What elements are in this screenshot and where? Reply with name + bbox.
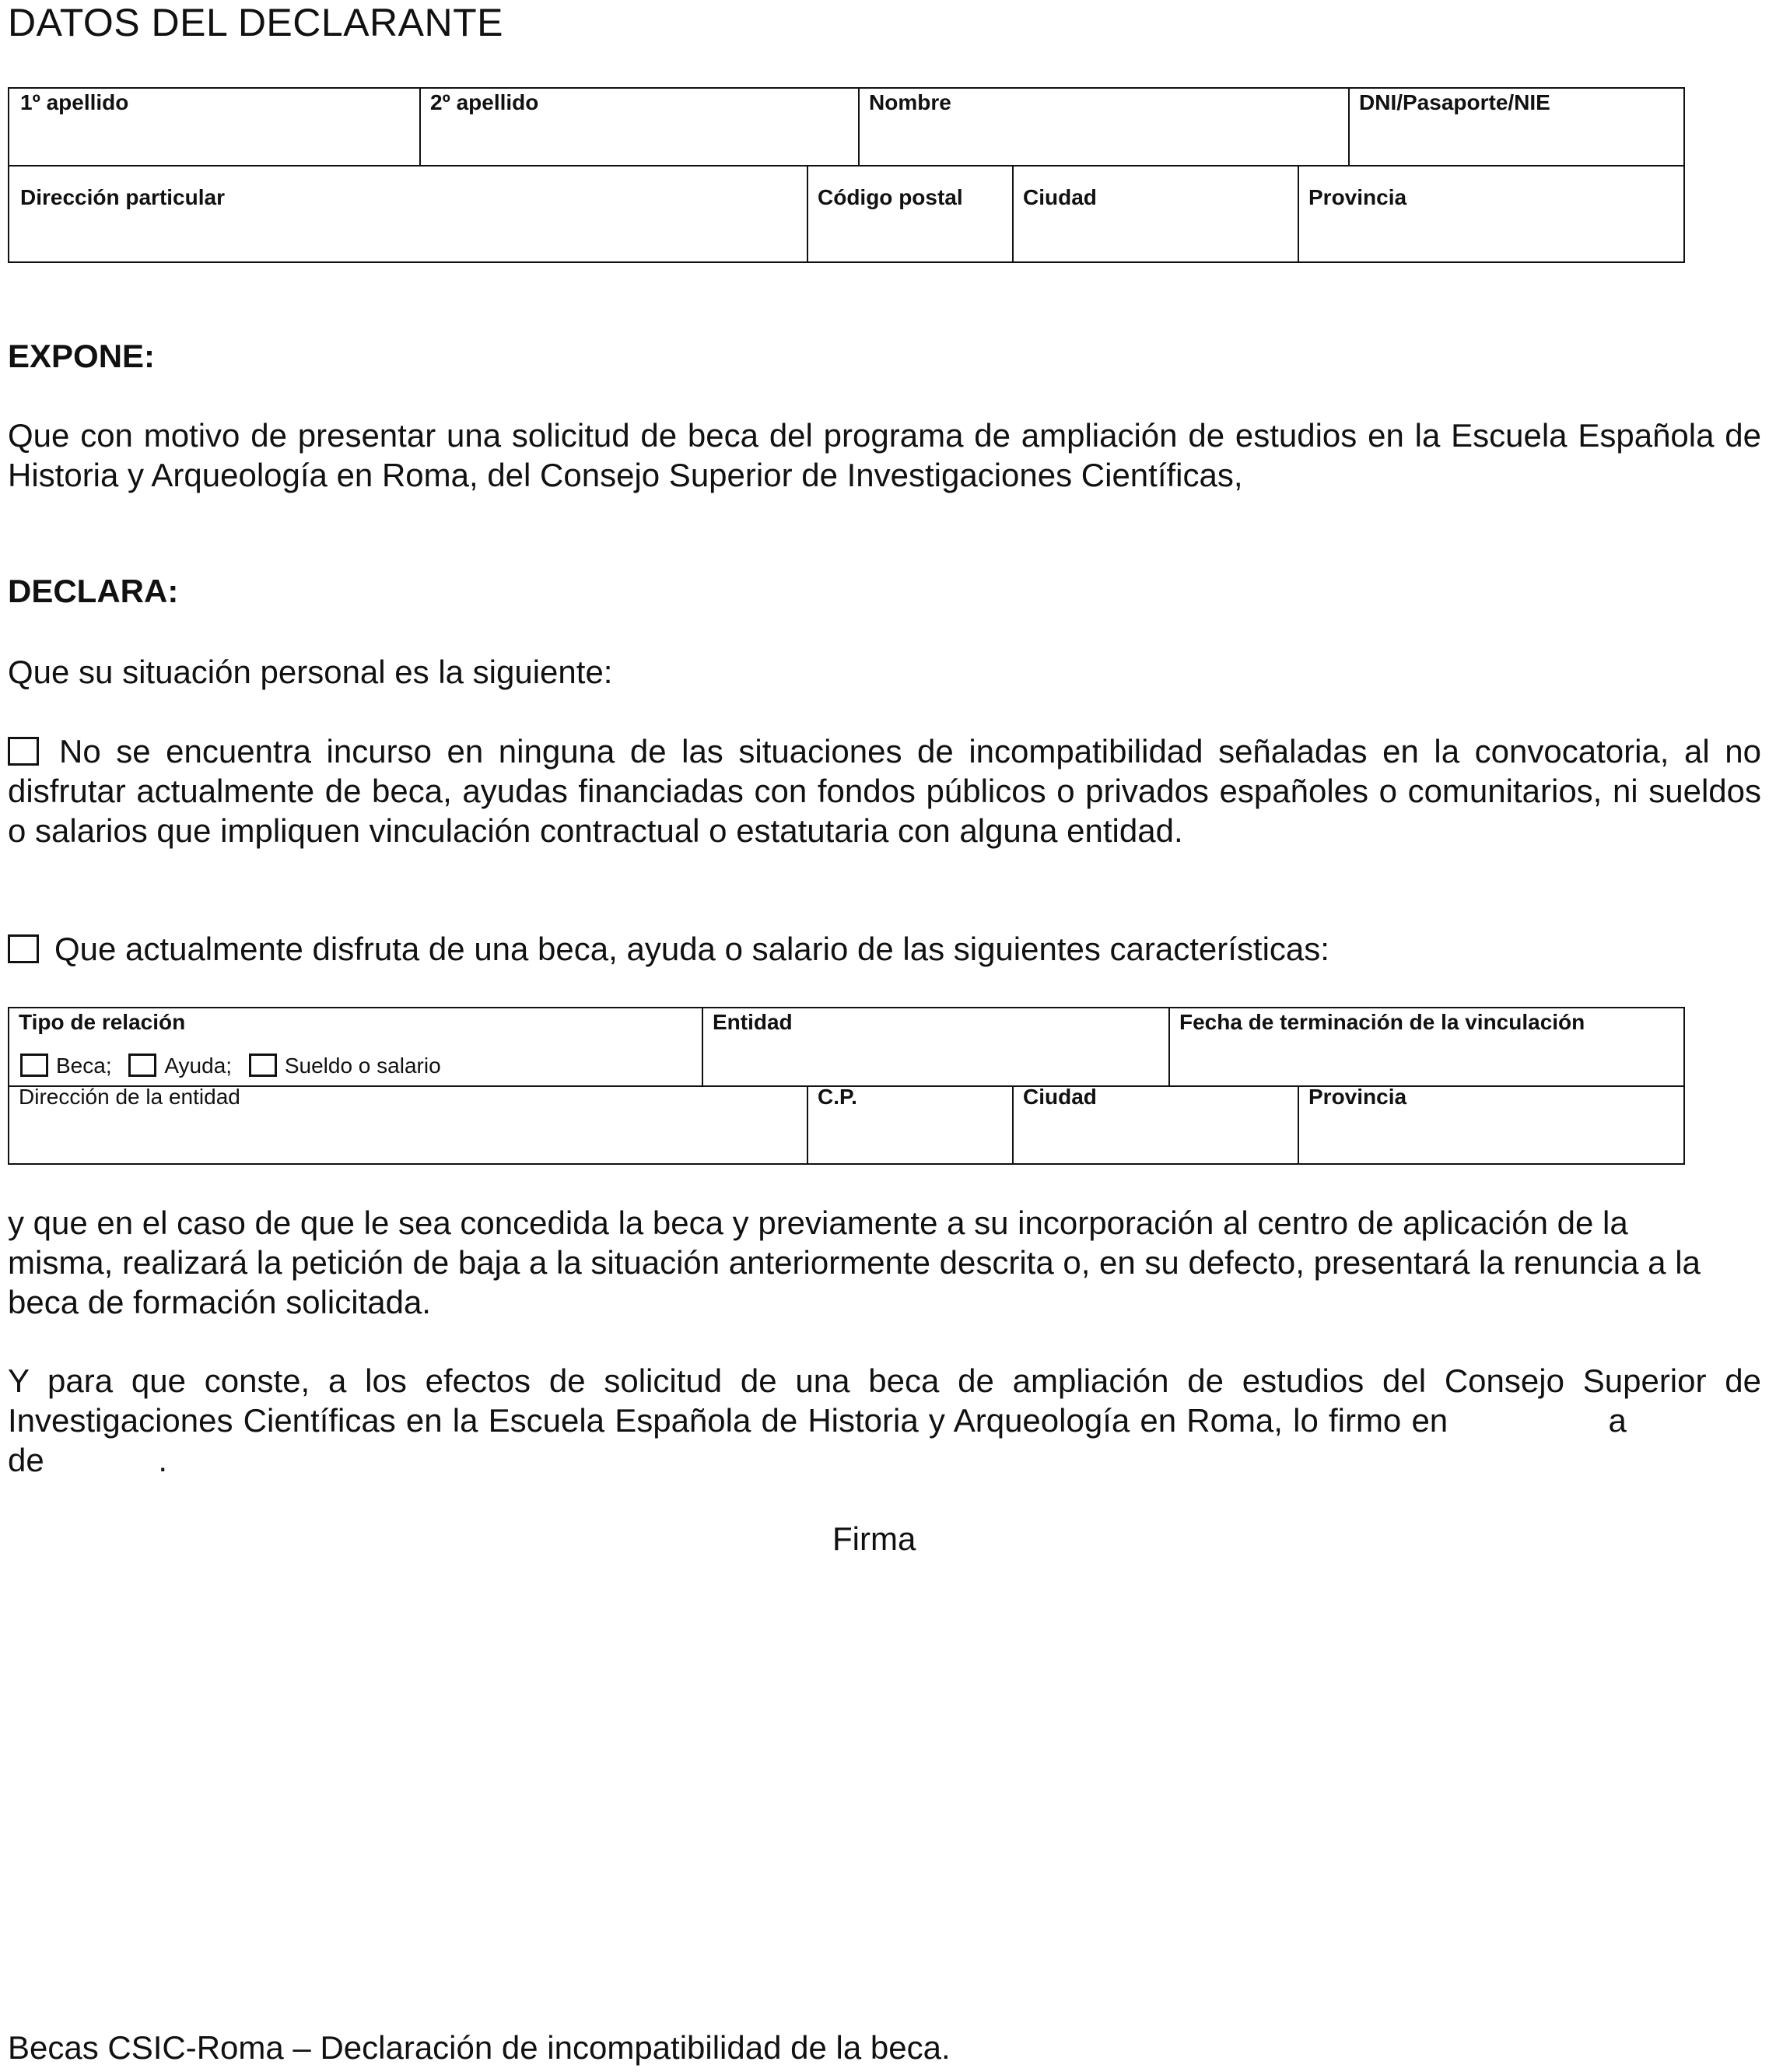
field-label-provincia-entidad: Provincia (1308, 1085, 1407, 1109)
field-label-direccion-entidad: Dirección de la entidad (19, 1085, 240, 1109)
option-text: Que actualmente disfruta de una beca, ayuda o salario de las siguientes características: (54, 931, 1329, 967)
field-label-ciudad: Ciudad (1023, 185, 1097, 209)
input-entidad[interactable] (703, 1040, 1167, 1084)
field-label-direccion: Dirección particular (20, 185, 225, 209)
input-ciudad[interactable] (1014, 217, 1296, 262)
page-footer: Becas CSIC-Roma – Declaración de incompatibilidad de la beca. (8, 2029, 951, 2066)
input-segundo-apellido[interactable] (421, 120, 856, 163)
option-no-incompatibilidad (8, 731, 1761, 850)
declarant-table (8, 87, 1685, 263)
checkbox-no-incompatibilidad[interactable] (8, 737, 39, 766)
field-label-ciudad-entidad: Ciudad (1023, 1085, 1097, 1109)
declara-heading: DECLARA: (8, 573, 179, 609)
input-dni[interactable] (1350, 120, 1683, 163)
field-label-segundo-apellido: 2º apellido (430, 90, 539, 114)
input-provincia-entidad[interactable] (1299, 1116, 1683, 1163)
option-sueldo-label: Sueldo o salario (284, 1054, 441, 1078)
input-nombre[interactable] (860, 120, 1347, 163)
field-label-dni: DNI/Pasaporte/NIE (1359, 90, 1550, 114)
field-label-tipo-relacion: Tipo de relación (19, 1010, 186, 1034)
field-label-primer-apellido: 1º apellido (20, 90, 129, 114)
input-direccion-entidad[interactable] (11, 1116, 805, 1163)
closing-period: . (158, 1442, 168, 1478)
closing-text: Y para que conste, a los efectos de solicitud de una beca de ampliación de estudios del Consejo Superior de Investigaciones Científicas en la Escuela Española de Historia y Arqueología en Roma, lo firmo en (8, 1362, 1761, 1439)
field-label-provincia: Provincia (1308, 185, 1407, 209)
field-label-entidad: Entidad (713, 1010, 793, 1034)
checkbox-beca[interactable] (20, 1054, 48, 1077)
table-row-divider (9, 165, 1683, 167)
relation-table (8, 1007, 1685, 1165)
firma-label: Firma (832, 1520, 916, 1557)
input-cp[interactable] (808, 1116, 1011, 1163)
closing-de: de (8, 1442, 44, 1478)
declara-intro: Que su situación personal es la siguiente: (8, 654, 613, 690)
input-primer-apellido[interactable] (11, 120, 418, 163)
expone-text: Que con motivo de presentar una solicitud de beca del programa de ampliación de estudios en la Escuela Española de Historia y Arqueología en Roma, del Consejo Superior de Investigaciones Científicas, (8, 417, 1761, 493)
checkbox-sueldo[interactable] (249, 1054, 277, 1077)
field-label-codigo-postal: Código postal (818, 185, 963, 209)
input-codigo-postal[interactable] (808, 217, 1011, 262)
compromiso-text: y que en el caso de que le sea concedida la beca y previamente a su incorporación al centro de aplicación de la misma, realizará la petición de baja a la situación anteriormente descrita o, en su defecto, presentará la renuncia a la beca de formación solicitada. (8, 1204, 1701, 1320)
page-title: DATOS DEL DECLARANTE (8, 1, 504, 44)
input-fecha-terminacion[interactable] (1170, 1040, 1683, 1084)
input-direccion[interactable] (11, 217, 805, 262)
closing-paragraph (8, 1361, 1761, 1480)
input-provincia[interactable] (1299, 217, 1683, 262)
checkbox-disfruta-beca[interactable] (8, 934, 39, 963)
field-label-fecha-terminacion: Fecha de terminación de la vinculación (1179, 1010, 1585, 1034)
option-ayuda-label: Ayuda; (164, 1054, 233, 1078)
tipo-options (20, 1054, 452, 1078)
field-label-cp: C.P. (818, 1085, 857, 1109)
input-ciudad-entidad[interactable] (1014, 1116, 1296, 1163)
signature-area[interactable] (545, 1564, 1245, 1875)
checkbox-ayuda[interactable] (128, 1054, 156, 1077)
option-text: No se encuentra incurso en ninguna de las situaciones de incompatibilidad señaladas en la convocatoria, al no disfrutar actualmente de beca, ayudas financiadas con fondos públicos o privados españoles o comunitarios, ni sueldos o salarios que impliquen vinculación contractual o estatutaria con alguna entidad. (8, 733, 1761, 849)
expone-heading: EXPONE: (8, 338, 156, 374)
option-disfruta-beca (8, 929, 1761, 969)
option-beca-label: Beca; (56, 1054, 112, 1078)
closing-a: a (1608, 1402, 1627, 1439)
field-label-nombre: Nombre (869, 90, 951, 114)
